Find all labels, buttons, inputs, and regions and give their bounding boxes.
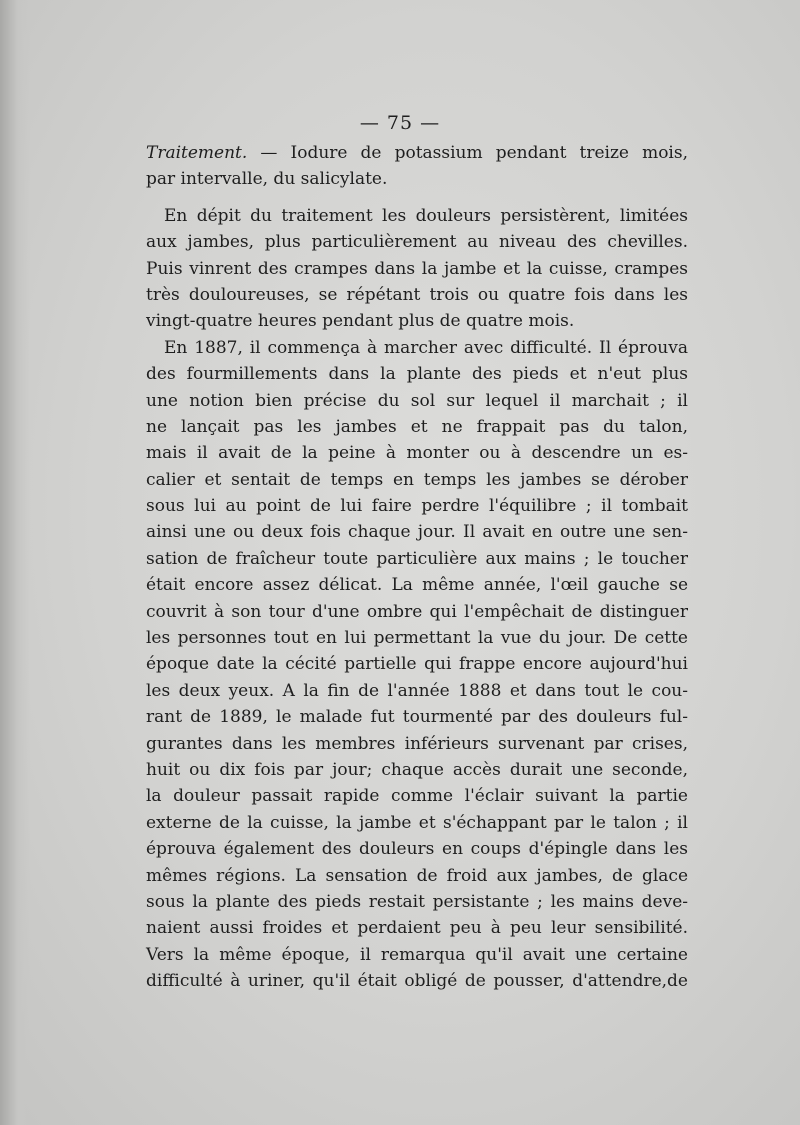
paragraph-gap	[146, 193, 688, 203]
text-line: des fourmillements dans la plante des pieds et n'eut plus	[146, 364, 688, 385]
text-line: gurantes dans les membres inférieurs survenant par crises,	[146, 733, 688, 754]
text-line: époque date la cécité partielle qui frappe encore aujourd'hui	[146, 654, 688, 675]
binding-shadow	[0, 0, 30, 1125]
text-line: Puis vinrent des crampes dans la jambe et la cuisse, crampes	[146, 258, 688, 279]
text-line: mais il avait de la peine à monter ou à descendre un es-	[146, 443, 688, 464]
text-line: En dépit du traitement les douleurs persistèrent, limitées	[164, 205, 688, 226]
text-line: une notion bien précise du sol sur lequel il marchait ; il	[146, 390, 688, 411]
text-line: rant de 1889, le malade fut tourmenté par des douleurs ful-	[146, 707, 688, 728]
text-line: naient aussi froides et perdaient peu à peu leur sensibilité.	[146, 918, 688, 939]
text-line: les deux yeux. A la fin de l'année 1888 et dans tout le cou-	[146, 680, 688, 701]
text-line: ne lançait pas les jambes et ne frappait pas du talon,	[146, 416, 688, 437]
text-line: par intervalle, du salicylate.	[146, 169, 388, 190]
text-line: couvrit à son tour d'une ombre qui l'empêchait de distinguer	[146, 601, 688, 622]
text-line: En 1887, il commença à marcher avec difficulté. Il éprouva	[164, 337, 688, 358]
text-line: mêmes régions. La sensation de froid aux jambes, de glace	[146, 865, 688, 886]
text-line	[146, 140, 688, 166]
text-line: très douloureuses, se répétant trois ou quatre fois dans les	[146, 284, 688, 305]
text-line: Vers la même époque, il remarqua qu'il avait une certaine	[146, 944, 688, 965]
text-line: difficulté à uriner, qu'il était obligé de pousser, d'attendre,de	[146, 971, 688, 992]
page-number: — 75 —	[359, 112, 441, 134]
text-fragment: — Iodure de potassium pendant treize mois,	[247, 143, 688, 163]
text-line: les personnes tout en lui permettant la vue du jour. De cette	[146, 628, 688, 649]
text-line: calier et sentait de temps en temps les jambes se dérober	[146, 469, 688, 490]
text-line: huit ou dix fois par jour; chaque accès durait une seconde,	[146, 759, 688, 780]
text-line: la douleur passait rapide comme l'éclair suivant la partie	[146, 786, 688, 807]
text-line: était encore assez délicat. La même année, l'œil gauche se	[146, 575, 688, 596]
text-line: vingt-quatre heures pendant plus de quatre mois.	[146, 311, 575, 332]
section-heading: Traitement.	[146, 143, 248, 163]
text-line: aux jambes, plus particulièrement au niveau des chevilles.	[146, 232, 688, 253]
text-line: éprouva également des douleurs en coups d'épingle dans les	[146, 839, 688, 860]
text-line: ainsi une ou deux fois chaque jour. Il avait en outre une sen-	[146, 522, 688, 543]
text-line: sous lui au point de lui faire perdre l'équilibre ; il tombait	[146, 496, 688, 517]
text-line: sation de fraîcheur toute particulière aux mains ; le toucher	[146, 548, 688, 569]
body-text	[146, 140, 688, 995]
text-line: externe de la cuisse, la jambe et s'échappant par le talon ; il	[146, 812, 688, 833]
text-line: sous la plante des pieds restait persistante ; les mains deve-	[146, 891, 688, 912]
